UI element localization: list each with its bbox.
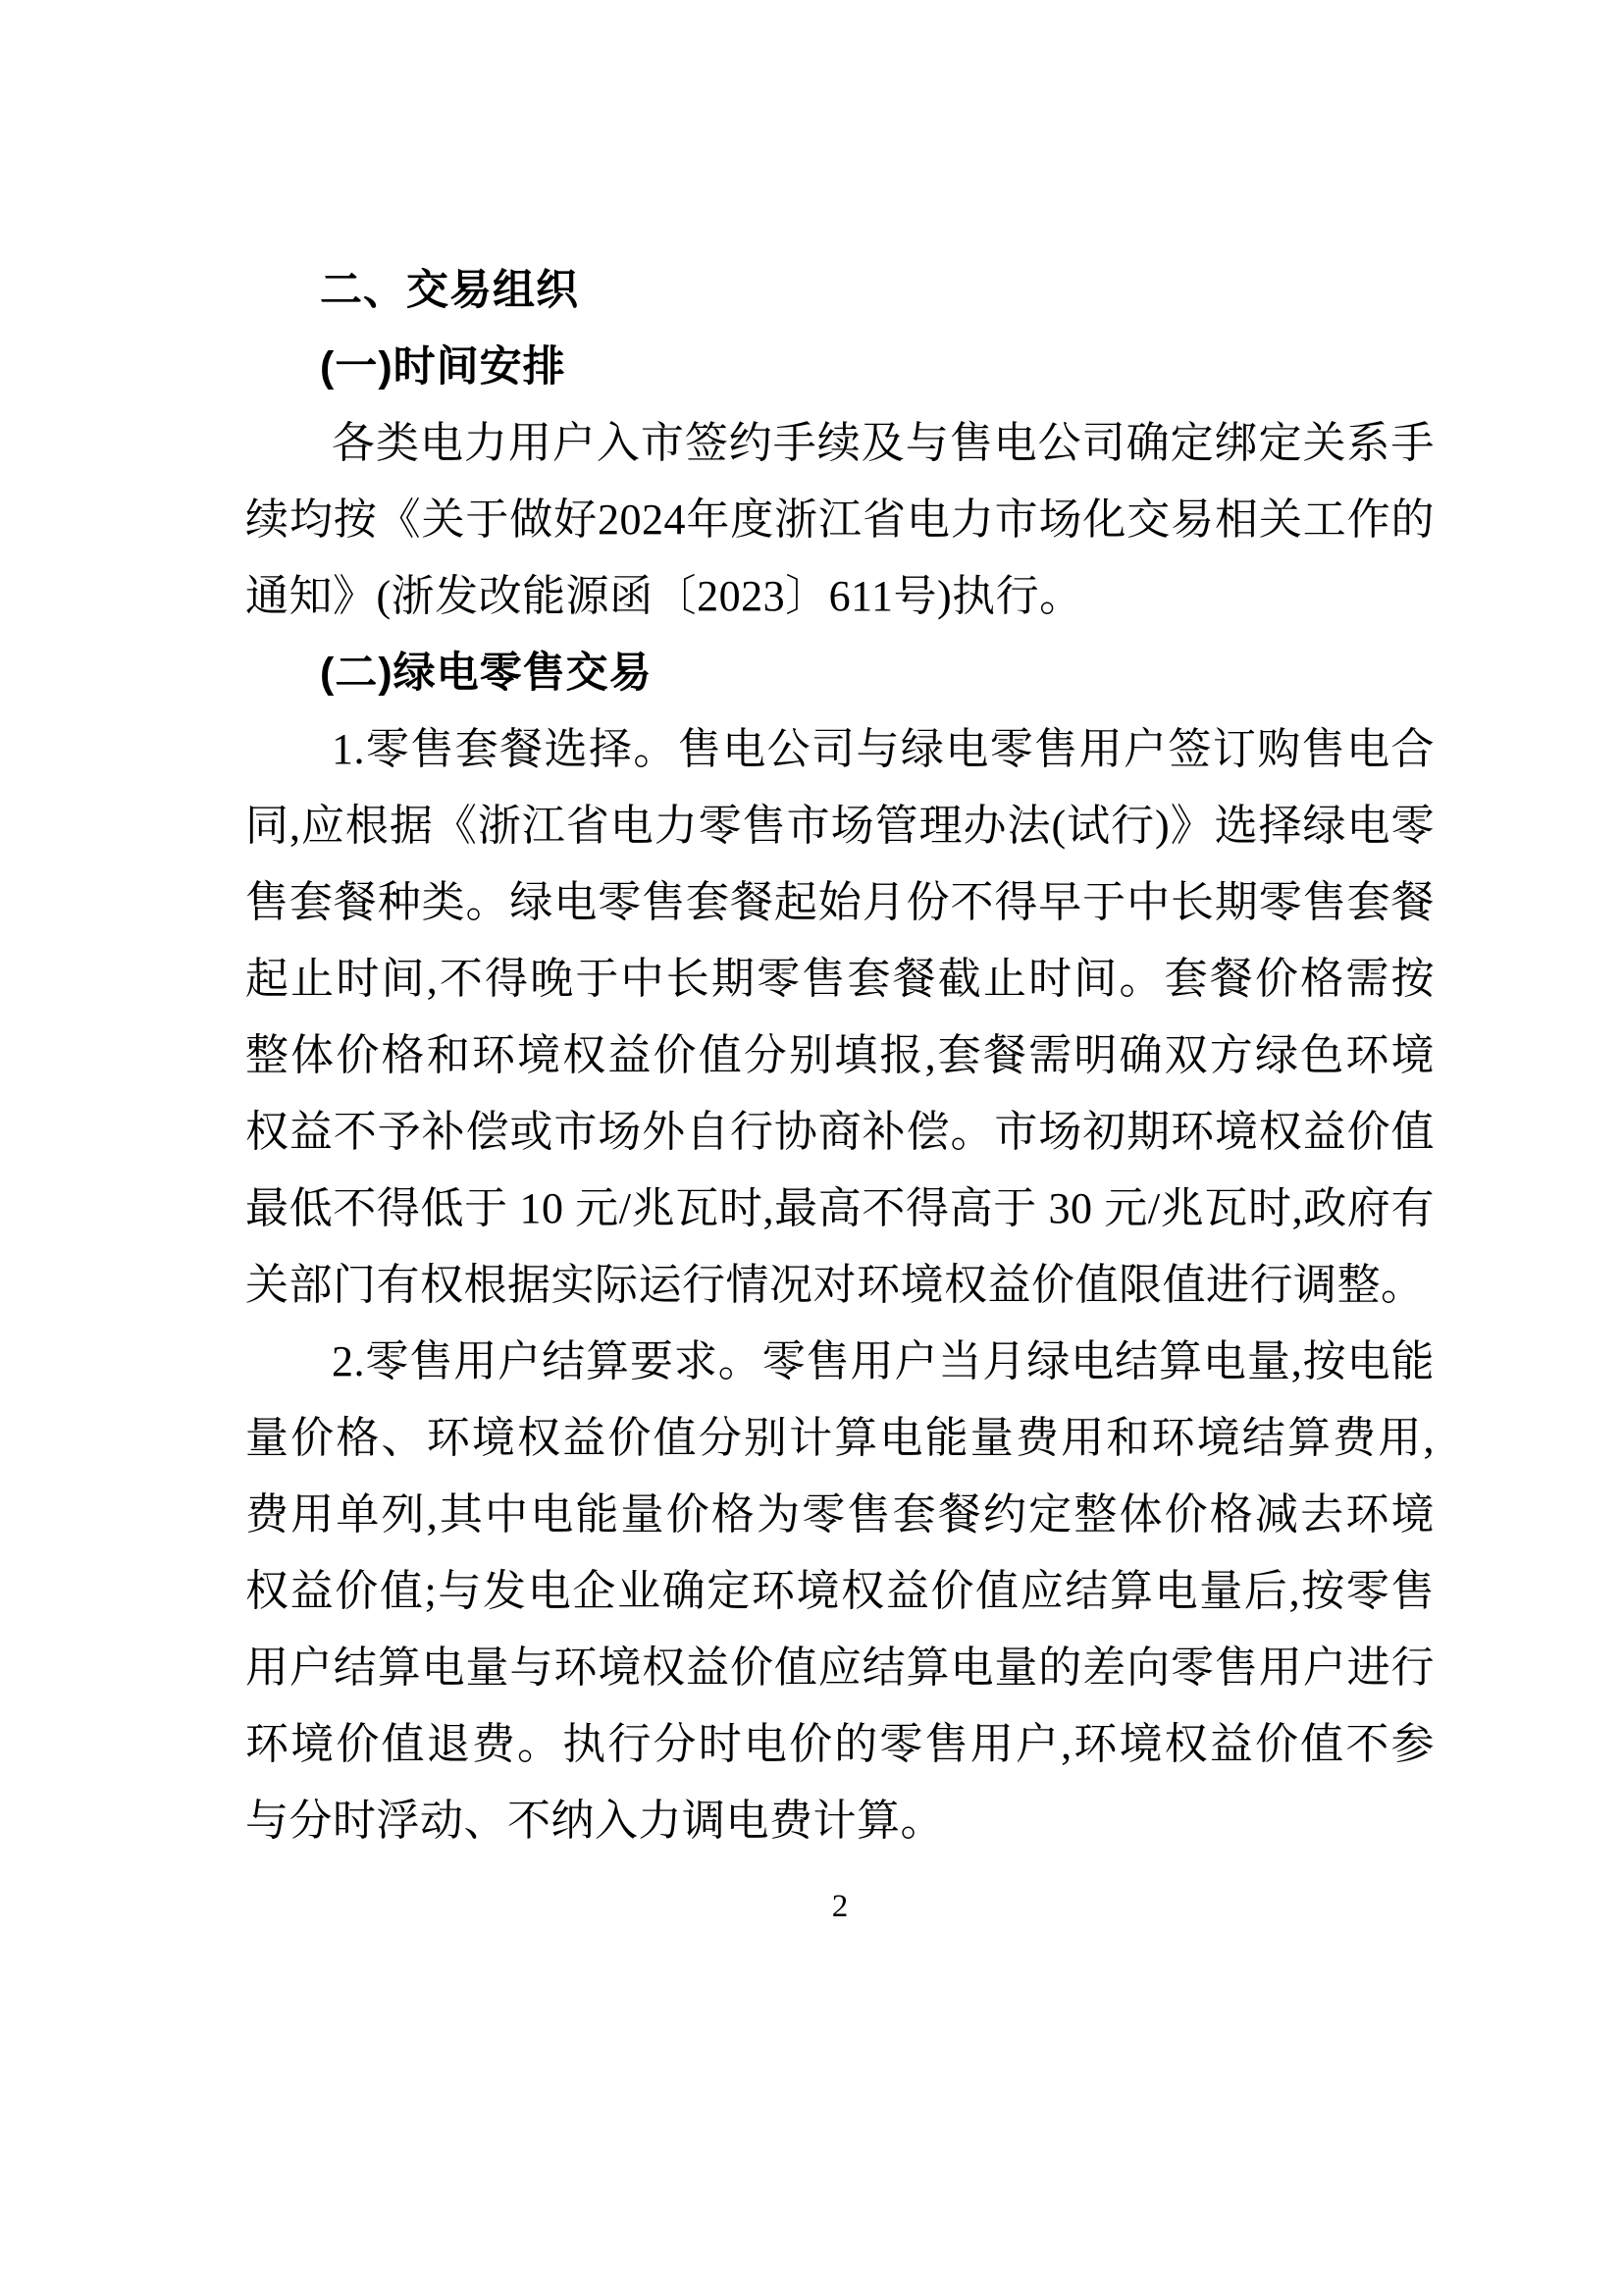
paragraph-retail-package-selection: 1.零售套餐选择。售电公司与绿电零售用户签订购售电合同,应根据《浙江省电力零售市场管理办法(试行)》选择绿电零售套餐种类。绿电零售套餐起始月份不得早于中长期零售套餐起止时间,不得晚于中长期零售套餐截止时间。套餐价格需按整体价格和环境权益价值分别填报,套餐需明确双方绿色环境权益不予补偿或市场外自行协商补偿。市场初期环境权益价值最低不得低于 10 元/兆瓦时,最高不得高于 30 元/兆瓦时,政府有关部门有权根据实际运行情况对环境权益价值限值进行调整。	[245, 725, 1435, 1309]
paragraph-time-arrangement: 各类电力用户入市签约手续及与售电公司确定绑定关系手续均按《关于做好2024年度浙江省电力市场化交易相关工作的通知》(浙发改能源函〔2023〕611号)执行。	[245, 419, 1435, 620]
page-number: 2	[831, 1889, 849, 1924]
paragraph-retail-settlement: 2.零售用户结算要求。零售用户当月绿电结算电量,按电能量价格、环境权益价值分别计算电能量费用和环境结算费用,费用单列,其中电能量价格为零售套餐约定整体价格减去环境权益价值;与发电企业确定环境权益价值应结算电量后,按零售用户结算电量与环境权益价值应结算电量的差向零售用户进行环境价值退费。执行分时电价的零售用户,环境权益价值不参与分时浮动、不纳入力调电费计算。	[245, 1337, 1435, 1845]
document-content	[245, 252, 1435, 1925]
subsection-heading-green-retail: (二)绿电零售交易	[320, 650, 653, 697]
section-heading: 二、交易组织	[320, 267, 579, 314]
subsection-heading-time-arrangement: (一)时间安排	[320, 343, 566, 391]
